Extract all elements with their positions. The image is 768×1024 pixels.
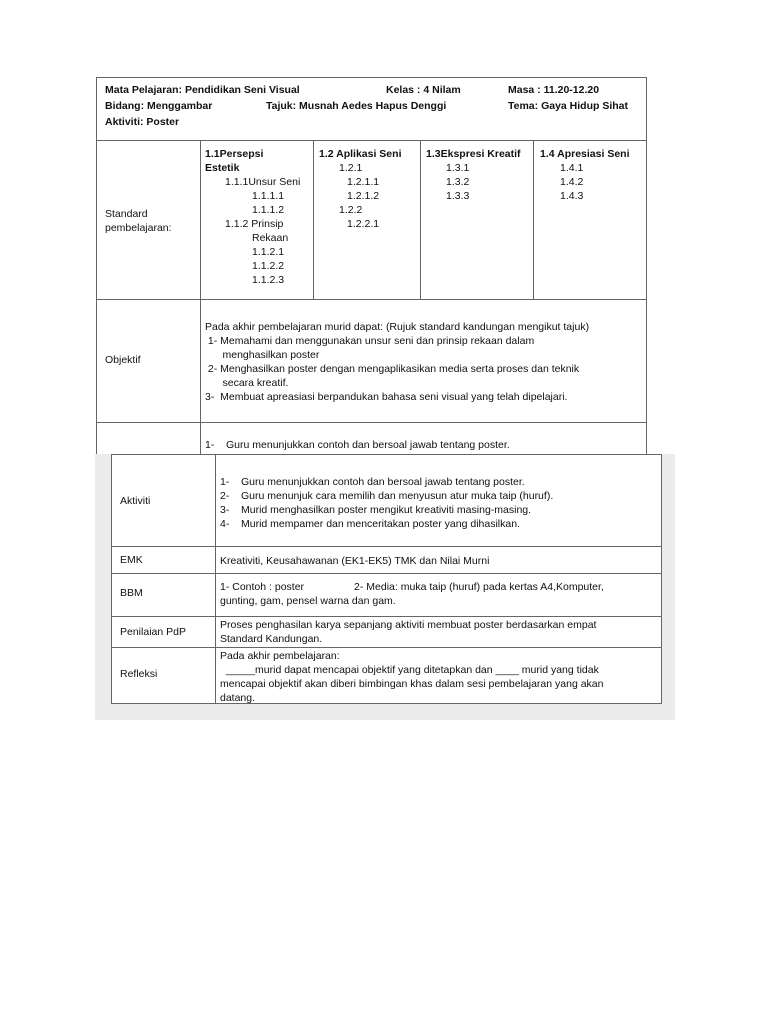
standard-col-3: 1.3Ekspresi Kreatif 1.3.1 1.3.2 1.3.3 [426,148,521,202]
activity-text: Aktiviti: Poster [105,116,180,128]
header-section [96,77,647,140]
objektif-label: Objektif [105,354,141,366]
topic-text: Tajuk: Musnah Aedes Hapus Denggi [266,100,447,112]
subject-text: Mata Pelajaran: Pendidikan Seni Visual [105,84,300,96]
field-text: Bidang: Menggambar [105,100,213,112]
emk-row [112,546,661,573]
divider [313,141,314,299]
class-text: Kelas : 4 Nilam [386,84,461,96]
lesson-plan-upper [96,77,647,454]
standard-label: Standard pembelajaran: [105,208,172,234]
objektif-text: Pada akhir pembelajaran murid dapat: (Rujuk standard kandungan mengikut tajuk) 1- Memahami dan menggunakan unsur seni dan prinsip rekaan dalam menghasilkan poster 2- Menghasilkan poster dengan mengaplikasikan media serta proses dan teknik secara kreatif. 3- Membuat apreasiasi berpandukan bahasa seni visual yang telah dipelajari. [205,321,590,403]
aktiviti-list [220,475,553,531]
emk-text: Kreativiti, Keusahawanan (EK1-EK5) TMK dan Nilai Murni [220,555,490,567]
cut-activity-line: 1- Guru menunjukkan contoh dan bersoal jawab tentang poster. [205,439,510,451]
divider [200,300,201,422]
standard-col-2: 1.2 Aplikasi Seni 1.2.1 1.2.1.1 1.2.1.2 1.2.2 1.2.2.1 [319,148,402,230]
bbm-row [112,573,661,616]
aktiviti-row-cut [96,422,647,455]
penilaian-row [112,616,661,647]
divider [533,141,534,299]
objektif-row [96,299,647,422]
divider [200,141,201,299]
standard-col-4: 1.4 Apresiasi Seni 1.4.1 1.4.2 1.4.3 [540,148,630,202]
theme-text: Tema: Gaya Hidup Sihat [508,100,628,112]
refleksi-label: Refleksi [120,668,158,680]
penilaian-text: Proses penghasilan karya sepanjang aktiviti membuat poster berdasarkan empat Standard Kandungan. [220,619,597,645]
list-item: 4- Murid mempamer dan menceritakan poster yang dihasilkan. [220,518,520,530]
standard-row [96,140,647,299]
refleksi-text: Pada akhir pembelajaran: _____murid dapat mencapai objektif yang ditetapkan dan ____ murid yang tidak mencapai objektif akan diberi bimbingan khas dalam sesi pembelajaran yang akan datang. [220,650,604,704]
divider [420,141,421,299]
emk-label: EMK [120,554,143,566]
penilaian-label: Penilaian PdP [120,626,186,638]
list-item: 2- Guru menunjuk cara memilih dan menyusun atur muka taip (huruf). [220,490,554,502]
aktiviti-row [112,455,661,545]
lesson-plan-lower [95,454,675,720]
list-item: 3- Murid menghasilkan poster mengikut kreativiti masing-masing. [220,504,532,516]
list-item: 1- Guru menunjukkan contoh dan bersoal jawab tentang poster. [220,476,525,488]
time-text: Masa : 11.20-12.20 [508,84,600,96]
standard-col-1: 1.1Persepsi Estetik 1.1.1Unsur Seni 1.1.1.1 1.1.1.2 1.1.2 Prinsip Rekaan 1.1.2.1 1.1.2.2 1.1.2.3 [205,148,301,286]
lower-table [111,454,662,704]
bbm-label: BBM [120,587,143,599]
bbm-text: 1- Contoh : poster 2- Media: muka taip (huruf) pada kertas A4,Komputer, gunting, gam, pensel warna dan gam. [220,581,604,607]
refleksi-row [112,647,661,704]
aktiviti-label: Aktiviti [120,495,151,507]
divider [200,423,201,455]
